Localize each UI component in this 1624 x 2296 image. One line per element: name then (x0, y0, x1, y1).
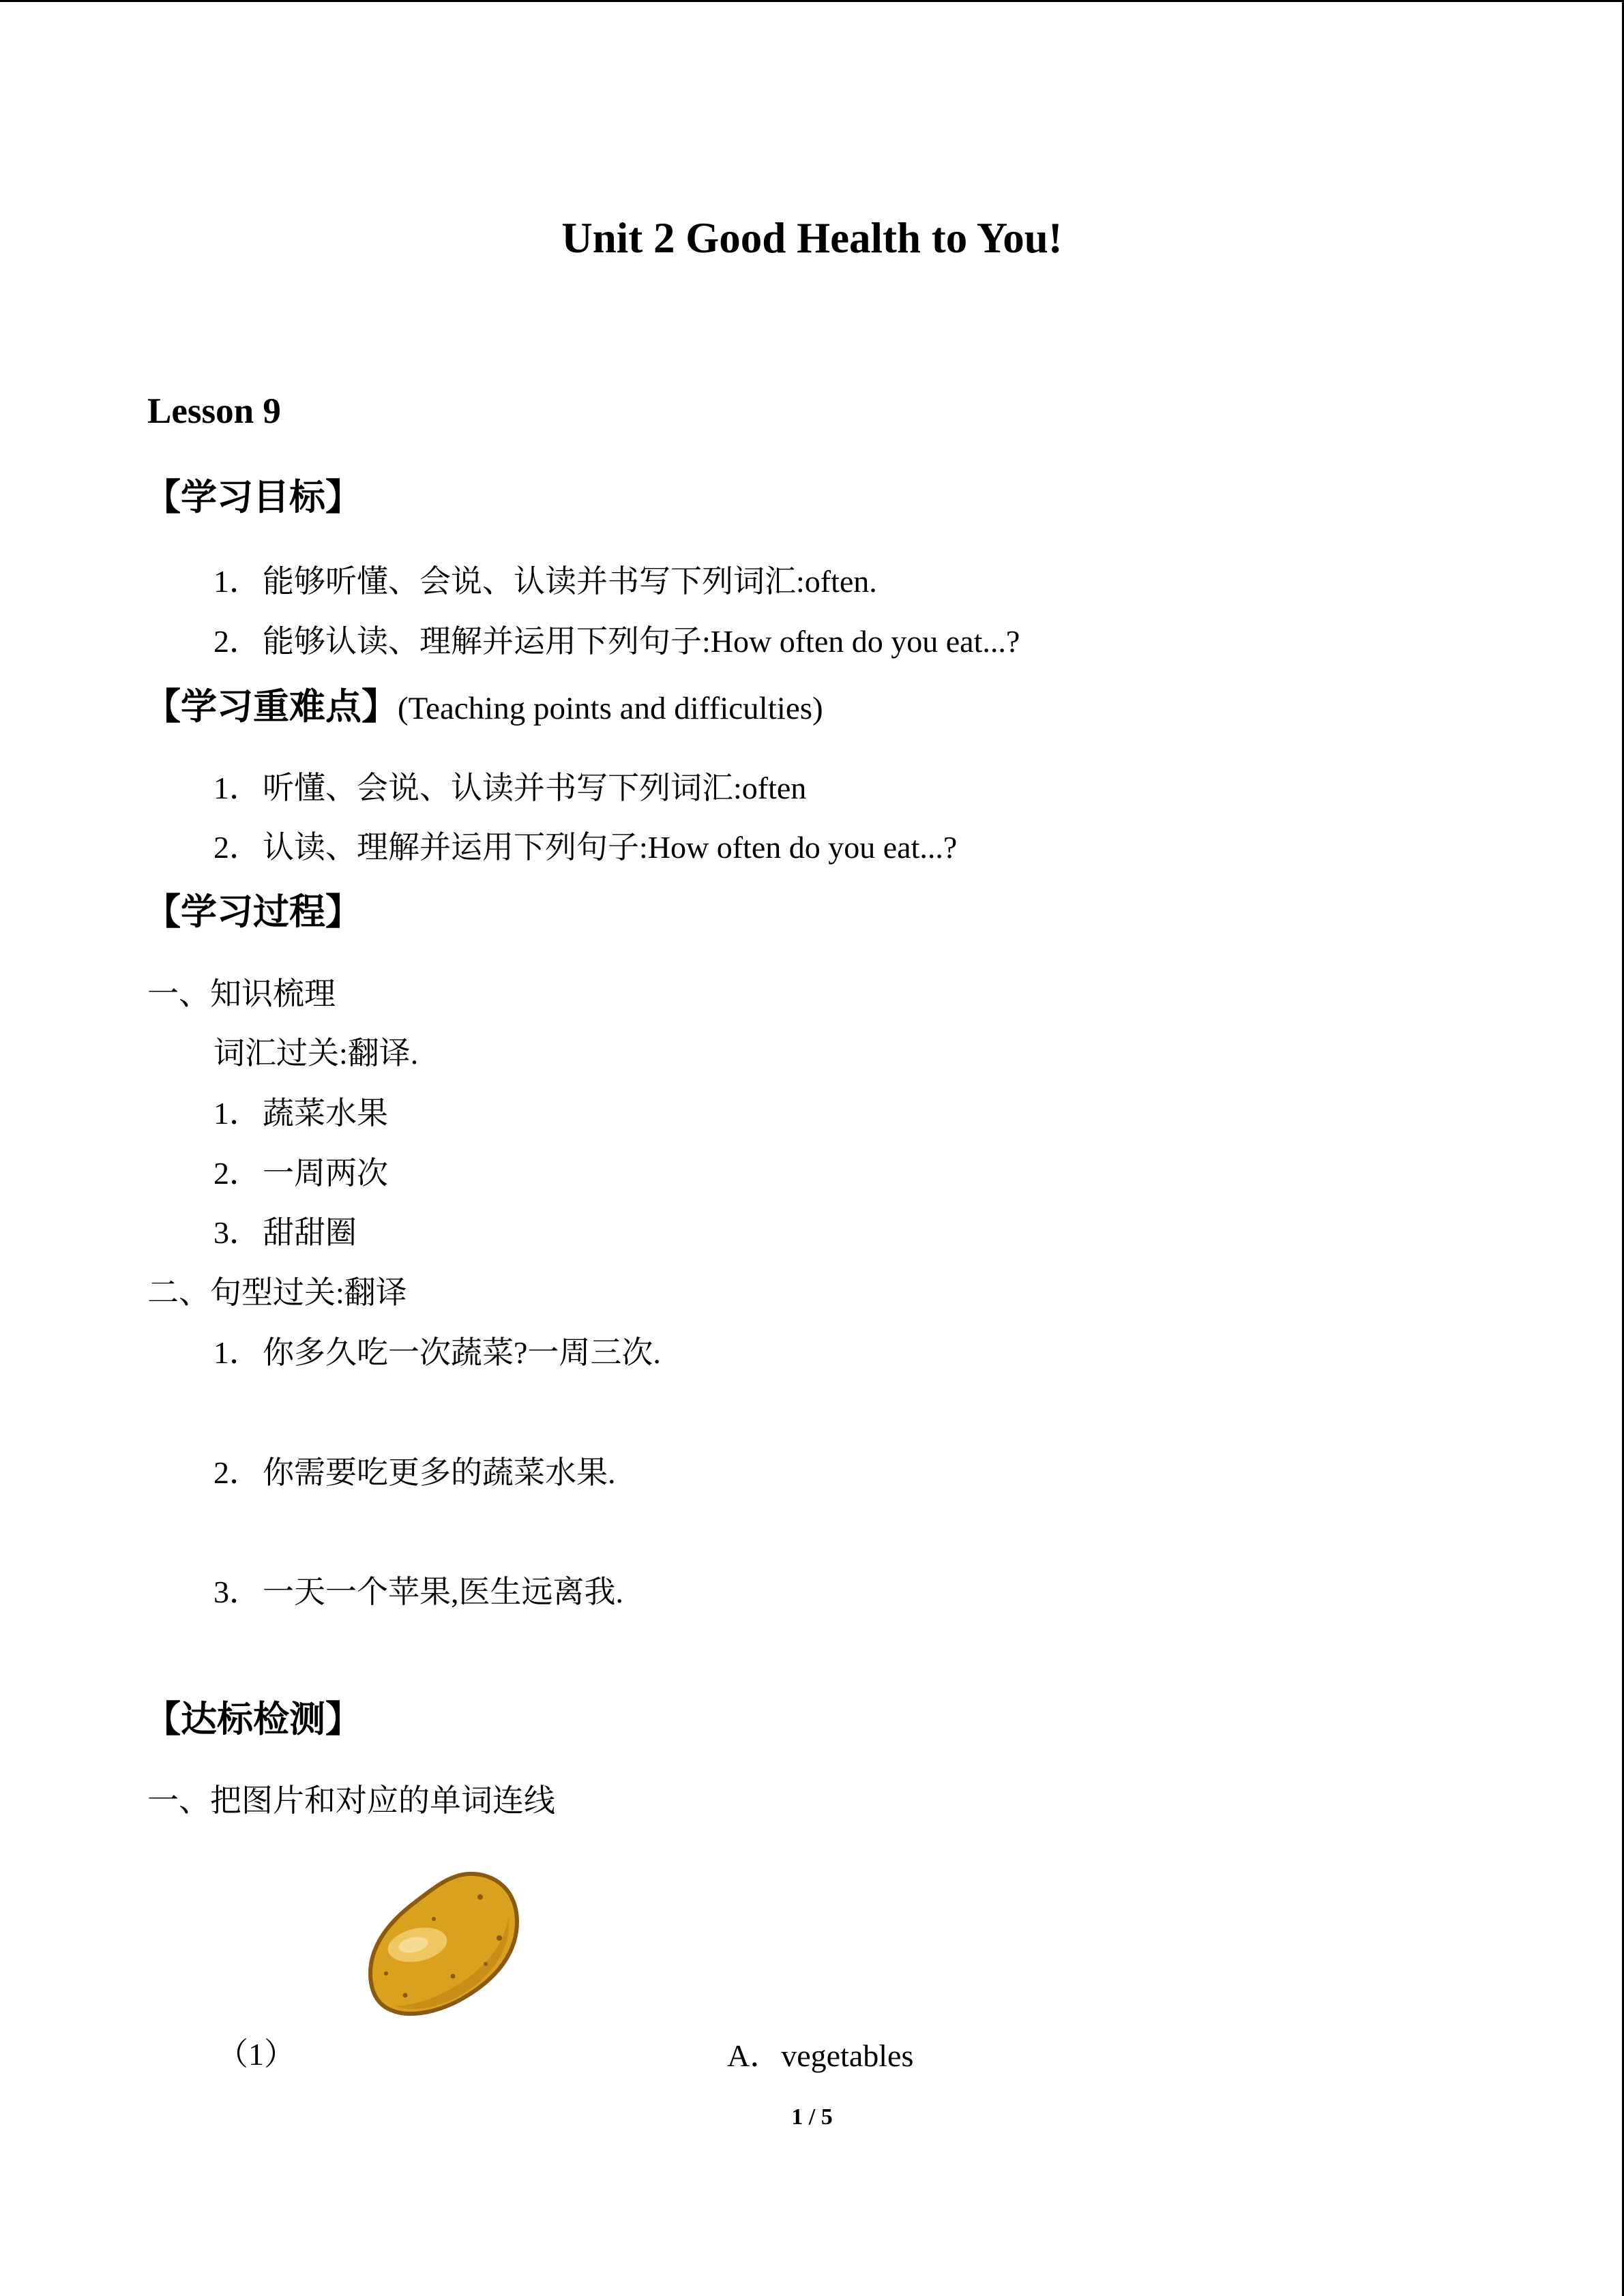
item-text: 你多久吃一次蔬菜?一周三次. (263, 1335, 661, 1370)
sentence-item (213, 1457, 616, 1489)
item-number: 3． (213, 1215, 261, 1250)
item-number: 2． (213, 1455, 261, 1490)
item-number: 2． (213, 1156, 261, 1191)
keypoint-item (213, 832, 957, 863)
vocab-label: 词汇过关:翻译. (213, 1036, 419, 1071)
objective-item (213, 626, 1020, 657)
vocab-item (213, 1158, 388, 1189)
item-label: （1） (217, 2037, 295, 2072)
potato-icon (366, 1868, 521, 2020)
item-text: 一周两次 (263, 1156, 388, 1191)
item-text: 能够认读、理解并运用下列句子:How often do you eat...? (263, 624, 1020, 659)
potato-eye (384, 1971, 388, 1976)
objective-item (213, 566, 877, 597)
vocab-item (213, 1217, 357, 1249)
item-text: 能够听懂、会说、认读并书写下列词汇:often. (263, 564, 877, 599)
item-number: 1． (213, 564, 261, 599)
test-heading: 【达标检测】 (145, 1699, 361, 1740)
item-text: 认读、理解并运用下列句子:How often do you eat...? (263, 830, 958, 865)
process-heading: 【学习过程】 (145, 891, 361, 933)
potato-eye (403, 1993, 408, 1998)
page-number: 1 / 5 (791, 2104, 833, 2130)
item-number: 2． (213, 830, 261, 865)
item-number: 2． (213, 624, 261, 659)
document-title: Unit 2 Good Health to You! (561, 214, 1063, 262)
lesson-heading: Lesson 9 (147, 391, 281, 431)
sentence-title: 二、句型过关:翻译 (147, 1275, 407, 1310)
objectives-heading: 【学习目标】 (145, 477, 361, 518)
item-number: 1． (213, 771, 261, 805)
potato-eye (451, 1974, 456, 1979)
keypoints-heading (145, 686, 823, 728)
sentence-item (213, 1577, 623, 1608)
keypoints-subheading: (Teaching points and difficulties) (398, 691, 823, 726)
knowledge-title: 一、知识梳理 (147, 976, 336, 1011)
option-a: A．vegetables (727, 2038, 914, 2073)
item-text: 甜甜圈 (263, 1215, 357, 1250)
item-text: 你需要吃更多的蔬菜水果. (263, 1455, 616, 1490)
potato-eye (432, 1917, 436, 1921)
item-text: 一天一个苹果,医生远离我. (263, 1575, 623, 1609)
item-number: 3． (213, 1575, 261, 1609)
potato-eye (497, 1935, 502, 1941)
potato-eye (477, 1894, 483, 1900)
item-number: 1． (213, 1335, 261, 1370)
item-text: 听懂、会说、认读并书写下列词汇:often (263, 771, 807, 805)
vocab-item (213, 1098, 388, 1129)
keypoint-item (213, 773, 806, 804)
sentence-item (213, 1337, 661, 1369)
item-number: 1． (213, 1096, 261, 1131)
matching-title: 一、把图片和对应的单词连线 (147, 1783, 555, 1818)
keypoints-heading-text: 【学习重难点】 (145, 686, 398, 728)
item-text: 蔬菜水果 (263, 1096, 388, 1131)
potato-eye (484, 1962, 488, 1966)
